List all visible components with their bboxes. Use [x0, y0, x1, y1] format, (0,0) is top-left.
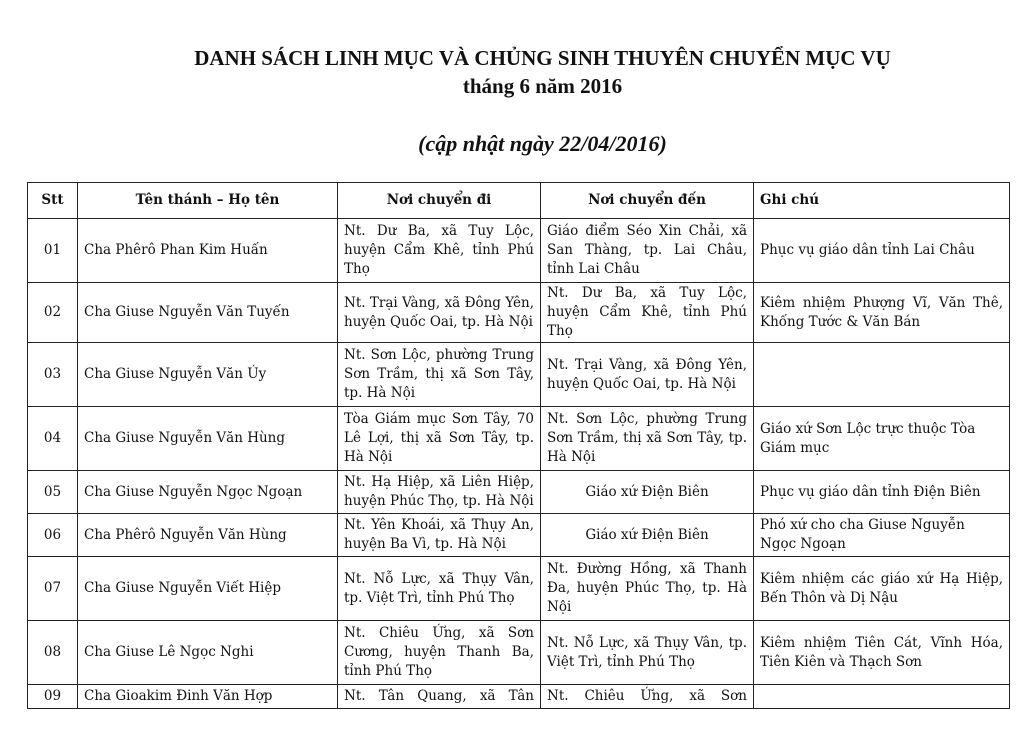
- table-row: [28, 514, 1010, 557]
- cell-note: Giáo xứ Sơn Lộc trực thuộc Tòa Giám mục: [754, 407, 1010, 471]
- cell-from: Nt. Sơn Lộc, phường Trung Sơn Trầm, thị xã Sơn Tây, tp. Hà Nội: [338, 343, 541, 407]
- cell-from: Nt. Nỗ Lực, xã Thụy Vân, tp. Việt Trì, tỉnh Phú Thọ: [338, 557, 541, 621]
- cell-stt: 02: [28, 283, 78, 343]
- cell-name: Cha Giuse Nguyễn Văn Hùng: [78, 407, 338, 471]
- cell-to: Nt. Chiêu Ứng, xã Sơn: [541, 685, 754, 709]
- cell-stt: 07: [28, 557, 78, 621]
- table-row: [28, 685, 1010, 709]
- cell-note: Kiêm nhiệm Phượng Vĩ, Văn Thê, Khống Tước & Văn Bán: [754, 283, 1010, 343]
- cell-from: Nt. Trại Vàng, xã Đông Yên, huyện Quốc Oai, tp. Hà Nội: [338, 283, 541, 343]
- cell-name: Cha Giuse Lê Ngọc Nghi: [78, 621, 338, 685]
- cell-stt: 04: [28, 407, 78, 471]
- cell-name: Cha Gioakim Đinh Văn Hợp: [78, 685, 338, 709]
- cell-name: Cha Giuse Nguyễn Văn Tuyến: [78, 283, 338, 343]
- cell-to: Nt. Dư Ba, xã Tuy Lộc, huyện Cẩm Khê, tỉnh Phú Thọ: [541, 283, 754, 343]
- cell-to: Nt. Nỗ Lực, xã Thụy Vân, tp. Việt Trì, tỉnh Phú Thọ: [541, 621, 754, 685]
- cell-name: Cha Phêrô Nguyễn Văn Hùng: [78, 514, 338, 557]
- table-row: [28, 557, 1010, 621]
- header-stt: Stt: [28, 183, 78, 219]
- cell-from: Nt. Hạ Hiệp, xã Liên Hiệp, huyện Phúc Thọ, tp. Hà Nội: [338, 471, 541, 514]
- cell-note: Phục vụ giáo dân tỉnh Điện Biên: [754, 471, 1010, 514]
- document-title: [0, 44, 1024, 100]
- table-row: [28, 621, 1010, 685]
- cell-to: Nt. Trại Vàng, xã Đông Yên, huyện Quốc Oai, tp. Hà Nội: [541, 343, 754, 407]
- cell-from: Nt. Dư Ba, xã Tuy Lộc, huyện Cẩm Khê, tỉnh Phú Thọ: [338, 219, 541, 283]
- cell-stt: 06: [28, 514, 78, 557]
- cell-stt: 01: [28, 219, 78, 283]
- update-date: (cập nhật ngày 22/04/2016): [418, 131, 667, 156]
- cell-to: Nt. Đường Hồng, xã Thanh Đa, huyện Phúc Thọ, tp. Hà Nội: [541, 557, 754, 621]
- transfer-table: [27, 182, 1010, 709]
- title-line-2: tháng 6 năm 2016: [462, 74, 623, 98]
- cell-to: Nt. Sơn Lộc, phường Trung Sơn Trầm, thị xã Sơn Tây, tp. Hà Nội: [541, 407, 754, 471]
- cell-note: Kiêm nhiệm Tiên Cát, Vĩnh Hóa, Tiên Kiên và Thạch Sơn: [754, 621, 1010, 685]
- cell-name: Cha Giuse Nguyễn Ngọc Ngoạn: [78, 471, 338, 514]
- cell-from: Nt. Chiêu Ứng, xã Sơn Cương, huyện Thanh Ba, tỉnh Phú Thọ: [338, 621, 541, 685]
- cell-to: Giáo xứ Điện Biên: [541, 514, 754, 557]
- cell-name: Cha Phêrô Phan Kim Huấn: [78, 219, 338, 283]
- table-row: [28, 283, 1010, 343]
- cell-to: Giáo điểm Séo Xin Chải, xã San Thàng, tp. Lai Châu, tỉnh Lai Châu: [541, 219, 754, 283]
- title-line-1: DANH SÁCH LINH MỤC VÀ CHỦNG SINH THUYÊN CHUYỂN MỤC VỤ: [194, 46, 891, 70]
- cell-stt: 09: [28, 685, 78, 709]
- cell-name: Cha Giuse Nguyễn Viết Hiệp: [78, 557, 338, 621]
- cell-stt: 05: [28, 471, 78, 514]
- cell-stt: 08: [28, 621, 78, 685]
- table-row: [28, 219, 1010, 283]
- header-from: Nơi chuyển đi: [338, 183, 541, 219]
- header-note: Ghi chú: [754, 183, 1010, 219]
- cell-note: Phó xứ cho cha Giuse Nguyễn Ngọc Ngoạn: [754, 514, 1010, 557]
- table-row: [28, 343, 1010, 407]
- cell-from: Nt. Tân Quang, xã Tân: [338, 685, 541, 709]
- table-row: [28, 471, 1010, 514]
- cell-to: Giáo xứ Điện Biên: [541, 471, 754, 514]
- cell-from: Nt. Yên Khoái, xã Thụy An, huyện Ba Vì, tp. Hà Nội: [338, 514, 541, 557]
- cell-from: Tòa Giám mục Sơn Tây, 70 Lê Lợi, thị xã Sơn Tây, tp. Hà Nội: [338, 407, 541, 471]
- table-header-row: [28, 183, 1010, 219]
- cell-note: [754, 685, 1010, 709]
- table-row: [28, 407, 1010, 471]
- cell-name: Cha Giuse Nguyễn Văn Úy: [78, 343, 338, 407]
- header-to: Nơi chuyển đến: [541, 183, 754, 219]
- header-name: Tên thánh – Họ tên: [78, 183, 338, 219]
- cell-stt: 03: [28, 343, 78, 407]
- cell-note: Kiêm nhiệm các giáo xứ Hạ Hiệp, Bến Thôn và Dị Nậu: [754, 557, 1010, 621]
- cell-note: Phục vụ giáo dân tỉnh Lai Châu: [754, 219, 1010, 283]
- cell-note: [754, 343, 1010, 407]
